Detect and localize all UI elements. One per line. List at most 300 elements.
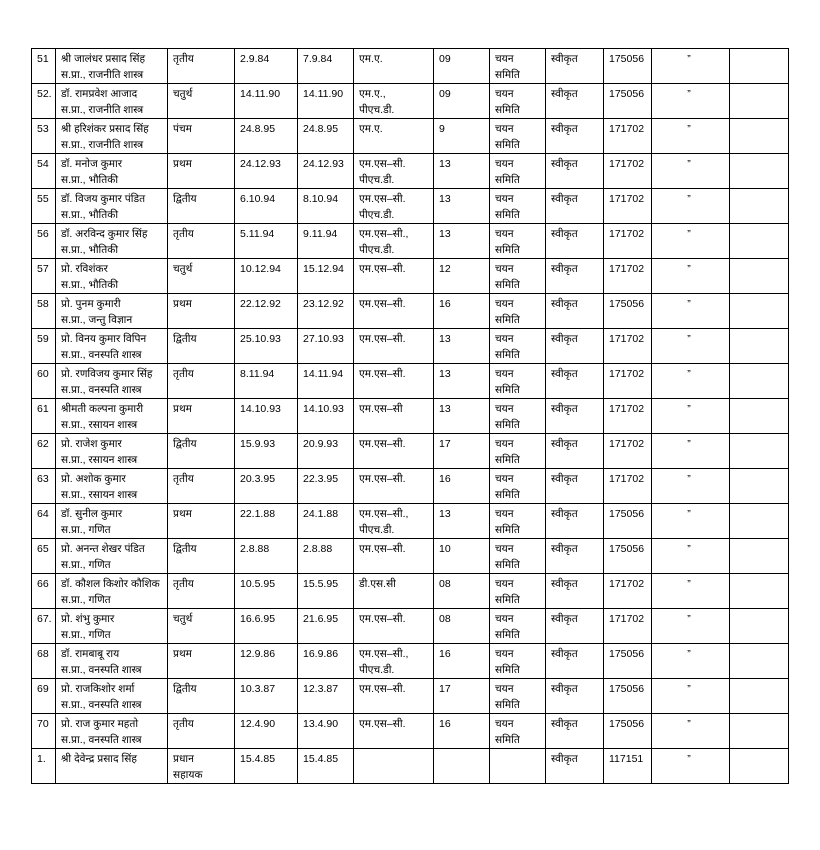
code-cell-text: 175056 <box>609 543 645 555</box>
number-cell-text: 08 <box>439 578 451 590</box>
blank-cell <box>730 504 789 539</box>
selection-cell <box>490 189 546 224</box>
appointment-date-cell-text: 5.11.94 <box>240 228 275 240</box>
name-post-cell <box>56 189 168 224</box>
status-cell-text: स्वीकृत <box>551 753 578 765</box>
category-cell <box>168 714 235 749</box>
joining-date-cell-text: 21.6.95 <box>303 613 339 625</box>
qualification-cell-text: एम.ए., <box>359 88 386 100</box>
name-post-cell-text: स.प्रा., गणित <box>61 559 111 571</box>
joining-date-cell <box>298 49 354 84</box>
serial-number-cell <box>32 399 56 434</box>
number-cell <box>434 434 490 469</box>
qualification-cell-text: एम.एस–सी. <box>359 368 406 380</box>
appointment-date-cell-text: 24.12.93 <box>240 158 281 170</box>
name-post-cell-text: श्री जालंधर प्रसाद सिंह <box>61 53 146 65</box>
blank-cell <box>730 609 789 644</box>
category-cell <box>168 434 235 469</box>
joining-date-cell-text: 20.9.93 <box>303 438 339 450</box>
category-cell-text: प्रथम <box>173 648 192 660</box>
code-cell-text: 175056 <box>609 88 645 100</box>
ditto-cell-text: ” <box>687 193 691 205</box>
status-cell-text: स्वीकृत <box>551 613 578 625</box>
joining-date-cell <box>298 644 354 679</box>
category-cell <box>168 539 235 574</box>
joining-date-cell-text: 24.1.88 <box>303 508 339 520</box>
status-cell <box>546 504 604 539</box>
code-cell-text: 117151 <box>609 753 644 765</box>
qualification-cell <box>354 679 434 714</box>
serial-number-cell <box>32 189 56 224</box>
serial-number-cell-text: 64 <box>37 508 49 520</box>
selection-cell-text: समिति <box>495 174 520 186</box>
name-post-cell-text: स.प्रा., वनस्पति शास्त्र <box>61 664 142 676</box>
selection-cell-text: चयन <box>495 683 514 695</box>
serial-number-cell-text: 60 <box>37 368 49 380</box>
selection-cell-text: समिति <box>495 594 520 606</box>
code-cell <box>604 574 652 609</box>
ditto-cell-text: ” <box>687 543 691 555</box>
joining-date-cell <box>298 224 354 259</box>
selection-cell <box>490 154 546 189</box>
joining-date-cell <box>298 294 354 329</box>
ditto-cell-text: ” <box>687 53 691 65</box>
appointment-date-cell <box>235 399 298 434</box>
status-cell <box>546 609 604 644</box>
ditto-cell-text: ” <box>687 158 691 170</box>
category-cell <box>168 749 235 784</box>
category-cell <box>168 399 235 434</box>
status-cell <box>546 224 604 259</box>
name-post-cell-text: डॉ. रामबाबू राय <box>61 648 120 660</box>
code-cell-text: 171702 <box>609 368 645 380</box>
status-cell-text: स्वीकृत <box>551 123 578 135</box>
number-cell <box>434 609 490 644</box>
number-cell-text: 13 <box>439 508 451 520</box>
code-cell <box>604 294 652 329</box>
joining-date-cell <box>298 154 354 189</box>
ditto-cell <box>652 119 730 154</box>
number-cell-text: 13 <box>439 403 451 415</box>
number-cell <box>434 399 490 434</box>
staff-record-table <box>31 48 789 784</box>
ditto-cell <box>652 399 730 434</box>
category-cell-text: चतुर्थ <box>173 263 193 275</box>
joining-date-cell-text: 12.3.87 <box>303 683 339 695</box>
status-cell <box>546 434 604 469</box>
name-post-cell-text: श्रीमती कल्पना कुमारी <box>61 403 144 415</box>
blank-cell <box>730 364 789 399</box>
blank-cell <box>730 574 789 609</box>
selection-cell-text: चयन <box>495 403 514 415</box>
category-cell-text: प्रथम <box>173 158 192 170</box>
number-cell-text: 13 <box>439 368 451 380</box>
number-cell-text: 10 <box>439 543 451 555</box>
number-cell-text: 13 <box>439 158 451 170</box>
code-cell-text: 171702 <box>609 193 645 205</box>
name-post-cell <box>56 329 168 364</box>
code-cell-text: 171702 <box>609 333 645 345</box>
code-cell-text: 175056 <box>609 53 645 65</box>
status-cell-text: स्वीकृत <box>551 718 578 730</box>
appointment-date-cell-text: 22.12.92 <box>240 298 281 310</box>
joining-date-cell <box>298 399 354 434</box>
qualification-cell <box>354 434 434 469</box>
category-cell <box>168 364 235 399</box>
name-post-cell <box>56 364 168 399</box>
appointment-date-cell <box>235 749 298 784</box>
name-post-cell-text: डॉ. कौशल किशोर कौशिक <box>61 578 160 590</box>
serial-number-cell-text: 57 <box>37 263 49 275</box>
status-cell <box>546 49 604 84</box>
selection-cell-text: समिति <box>495 524 520 536</box>
table-row <box>32 539 789 574</box>
selection-cell <box>490 434 546 469</box>
joining-date-cell-text: 24.12.93 <box>303 158 344 170</box>
name-post-cell-text: स.प्रा., वनस्पति शास्त्र <box>61 734 142 746</box>
code-cell <box>604 679 652 714</box>
appointment-date-cell-text: 24.8.95 <box>240 123 276 135</box>
status-cell-text: स्वीकृत <box>551 228 578 240</box>
name-post-cell <box>56 714 168 749</box>
qualification-cell-text: एम.एस–सी. <box>359 158 406 170</box>
name-post-cell-text: स.प्रा., रसायन शास्त्र <box>61 419 138 431</box>
name-post-cell-text: डॉ. रामप्रवेश आजाद <box>61 88 138 100</box>
category-cell-text: द्वितीय <box>173 438 197 450</box>
number-cell <box>434 539 490 574</box>
code-cell <box>604 609 652 644</box>
qualification-cell-text: एम.एस–सी. <box>359 683 406 695</box>
category-cell-text: तृतीय <box>173 718 194 730</box>
joining-date-cell <box>298 364 354 399</box>
category-cell-text: प्रथम <box>173 403 192 415</box>
serial-number-cell <box>32 469 56 504</box>
number-cell <box>434 714 490 749</box>
appointment-date-cell-text: 14.10.93 <box>240 403 281 415</box>
appointment-date-cell <box>235 539 298 574</box>
qualification-cell-text: एम.एस–सी., <box>359 228 409 240</box>
joining-date-cell <box>298 539 354 574</box>
ditto-cell <box>652 49 730 84</box>
serial-number-cell-text: 53 <box>37 123 49 135</box>
blank-cell <box>730 224 789 259</box>
qualification-cell-text: एम.एस–सी. <box>359 543 406 555</box>
table-row <box>32 329 789 364</box>
name-post-cell-text: प्रो. राज कुमार महतो <box>61 718 139 730</box>
joining-date-cell <box>298 749 354 784</box>
joining-date-cell <box>298 259 354 294</box>
appointment-date-cell-text: 2.8.88 <box>240 543 270 555</box>
selection-cell <box>490 609 546 644</box>
selection-cell <box>490 49 546 84</box>
category-cell-text: प्रधान <box>173 753 194 765</box>
appointment-date-cell-text: 15.9.93 <box>240 438 276 450</box>
name-post-cell-text: स.प्रा., भौतिकी <box>61 244 119 256</box>
name-post-cell <box>56 154 168 189</box>
code-cell <box>604 259 652 294</box>
number-cell-text: 13 <box>439 333 451 345</box>
number-cell <box>434 644 490 679</box>
joining-date-cell <box>298 679 354 714</box>
selection-cell-text: चयन <box>495 473 514 485</box>
appointment-date-cell <box>235 469 298 504</box>
qualification-cell-text: एम.एस–सी., <box>359 648 409 660</box>
ditto-cell-text: ” <box>687 683 691 695</box>
serial-number-cell-text: 67. <box>37 613 52 625</box>
ditto-cell <box>652 84 730 119</box>
number-cell <box>434 119 490 154</box>
qualification-cell <box>354 609 434 644</box>
appointment-date-cell <box>235 329 298 364</box>
ditto-cell <box>652 224 730 259</box>
status-cell-text: स्वीकृत <box>551 298 578 310</box>
name-post-cell <box>56 49 168 84</box>
appointment-date-cell <box>235 434 298 469</box>
appointment-date-cell <box>235 119 298 154</box>
selection-cell-text: समिति <box>495 279 520 291</box>
serial-number-cell <box>32 749 56 784</box>
code-cell <box>604 644 652 679</box>
appointment-date-cell-text: 6.10.94 <box>240 193 276 205</box>
status-cell <box>546 154 604 189</box>
name-post-cell-text: स.प्रा., गणित <box>61 524 111 536</box>
category-cell <box>168 119 235 154</box>
selection-cell-text: समिति <box>495 489 520 501</box>
name-post-cell-text: स.प्रा., रसायन शास्त्र <box>61 489 138 501</box>
ditto-cell <box>652 259 730 294</box>
table-row <box>32 84 789 119</box>
blank-cell <box>730 714 789 749</box>
code-cell <box>604 119 652 154</box>
code-cell <box>604 84 652 119</box>
status-cell-text: स्वीकृत <box>551 543 578 555</box>
appointment-date-cell <box>235 294 298 329</box>
appointment-date-cell <box>235 679 298 714</box>
number-cell-text: 16 <box>439 718 451 730</box>
status-cell-text: स्वीकृत <box>551 508 578 520</box>
ditto-cell <box>652 434 730 469</box>
number-cell <box>434 49 490 84</box>
selection-cell-text: चयन <box>495 438 514 450</box>
joining-date-cell <box>298 574 354 609</box>
blank-cell <box>730 749 789 784</box>
appointment-date-cell <box>235 84 298 119</box>
joining-date-cell-text: 16.9.86 <box>303 648 339 660</box>
serial-number-cell-text: 54 <box>37 158 49 170</box>
qualification-cell <box>354 259 434 294</box>
qualification-cell <box>354 504 434 539</box>
serial-number-cell <box>32 609 56 644</box>
serial-number-cell <box>32 504 56 539</box>
name-post-cell-text: स.प्रा., गणित <box>61 629 111 641</box>
code-cell-text: 171702 <box>609 123 645 135</box>
joining-date-cell-text: 13.4.90 <box>303 718 339 730</box>
serial-number-cell-text: 61 <box>37 403 49 415</box>
joining-date-cell-text: 23.12.92 <box>303 298 344 310</box>
ditto-cell-text: ” <box>687 648 691 660</box>
serial-number-cell <box>32 154 56 189</box>
qualification-cell-text: पीएच.डी. <box>359 524 395 536</box>
code-cell-text: 175056 <box>609 718 645 730</box>
serial-number-cell-text: 70 <box>37 718 49 730</box>
qualification-cell <box>354 189 434 224</box>
selection-cell <box>490 504 546 539</box>
blank-cell <box>730 84 789 119</box>
selection-cell <box>490 294 546 329</box>
table-row <box>32 679 789 714</box>
blank-cell <box>730 119 789 154</box>
appointment-date-cell-text: 12.9.86 <box>240 648 276 660</box>
number-cell <box>434 469 490 504</box>
joining-date-cell <box>298 609 354 644</box>
joining-date-cell <box>298 714 354 749</box>
number-cell <box>434 329 490 364</box>
selection-cell-text: समिति <box>495 139 520 151</box>
appointment-date-cell <box>235 49 298 84</box>
code-cell <box>604 399 652 434</box>
name-post-cell-text: स.प्रा., राजनीति शास्त्र <box>61 69 144 81</box>
selection-cell-text: समिति <box>495 69 520 81</box>
serial-number-cell <box>32 679 56 714</box>
name-post-cell-text: डॉ. विजय कुमार पंडित <box>61 193 146 205</box>
table-body <box>32 49 789 784</box>
name-post-cell-text: प्रो. पुनम कुमारी <box>61 298 121 310</box>
number-cell-text: 16 <box>439 648 451 660</box>
qualification-cell <box>354 469 434 504</box>
appointment-date-cell <box>235 504 298 539</box>
ditto-cell <box>652 714 730 749</box>
category-cell <box>168 189 235 224</box>
table-row <box>32 364 789 399</box>
appointment-date-cell <box>235 189 298 224</box>
ditto-cell <box>652 749 730 784</box>
ditto-cell <box>652 679 730 714</box>
appointment-date-cell <box>235 644 298 679</box>
code-cell <box>604 434 652 469</box>
category-cell <box>168 224 235 259</box>
number-cell <box>434 574 490 609</box>
qualification-cell <box>354 364 434 399</box>
blank-cell <box>730 329 789 364</box>
selection-cell-text: चयन <box>495 613 514 625</box>
selection-cell-text: समिति <box>495 104 520 116</box>
status-cell <box>546 189 604 224</box>
qualification-cell <box>354 539 434 574</box>
status-cell <box>546 294 604 329</box>
appointment-date-cell <box>235 609 298 644</box>
qualification-cell-text: पीएच.डी. <box>359 664 395 676</box>
joining-date-cell-text: 15.12.94 <box>303 263 344 275</box>
qualification-cell-text: एम.एस–सी <box>359 403 403 415</box>
category-cell <box>168 294 235 329</box>
number-cell-text: 09 <box>439 88 451 100</box>
selection-cell <box>490 84 546 119</box>
appointment-date-cell-text: 2.9.84 <box>240 53 270 65</box>
selection-cell <box>490 224 546 259</box>
appointment-date-cell-text: 10.12.94 <box>240 263 281 275</box>
appointment-date-cell <box>235 714 298 749</box>
code-cell-text: 171702 <box>609 228 645 240</box>
serial-number-cell <box>32 119 56 154</box>
qualification-cell-text: एम.एस–सी. <box>359 193 406 205</box>
qualification-cell <box>354 749 434 784</box>
name-post-cell <box>56 644 168 679</box>
selection-cell-text: चयन <box>495 158 514 170</box>
category-cell-text: प्रथम <box>173 508 192 520</box>
joining-date-cell <box>298 469 354 504</box>
status-cell-text: स्वीकृत <box>551 438 578 450</box>
status-cell <box>546 119 604 154</box>
ditto-cell-text: ” <box>687 753 691 765</box>
ditto-cell-text: ” <box>687 578 691 590</box>
status-cell <box>546 749 604 784</box>
name-post-cell <box>56 679 168 714</box>
status-cell-text: स्वीकृत <box>551 648 578 660</box>
status-cell <box>546 364 604 399</box>
selection-cell-text: समिति <box>495 734 520 746</box>
code-cell <box>604 714 652 749</box>
name-post-cell-text: स.प्रा., भौतिकी <box>61 209 119 221</box>
qualification-cell <box>354 644 434 679</box>
number-cell-text: 16 <box>439 473 451 485</box>
code-cell <box>604 154 652 189</box>
name-post-cell-text: प्रो. राजेश कुमार <box>61 438 122 450</box>
selection-cell <box>490 119 546 154</box>
table-row <box>32 294 789 329</box>
name-post-cell <box>56 539 168 574</box>
number-cell <box>434 294 490 329</box>
category-cell-text: तृतीय <box>173 228 194 240</box>
ditto-cell-text: ” <box>687 403 691 415</box>
status-cell <box>546 469 604 504</box>
name-post-cell-text: स.प्रा., राजनीति शास्त्र <box>61 139 144 151</box>
number-cell <box>434 224 490 259</box>
status-cell-text: स्वीकृत <box>551 578 578 590</box>
number-cell <box>434 364 490 399</box>
status-cell-text: स्वीकृत <box>551 193 578 205</box>
category-cell <box>168 154 235 189</box>
category-cell-text: चतुर्थ <box>173 613 193 625</box>
selection-cell-text: चयन <box>495 368 514 380</box>
serial-number-cell-text: 59 <box>37 333 49 345</box>
category-cell <box>168 49 235 84</box>
code-cell <box>604 504 652 539</box>
category-cell-text: चतुर्थ <box>173 88 193 100</box>
serial-number-cell-text: 62 <box>37 438 49 450</box>
selection-cell <box>490 574 546 609</box>
table-row <box>32 189 789 224</box>
qualification-cell <box>354 84 434 119</box>
serial-number-cell <box>32 364 56 399</box>
joining-date-cell <box>298 189 354 224</box>
ditto-cell-text: ” <box>687 438 691 450</box>
serial-number-cell <box>32 329 56 364</box>
ditto-cell-text: ” <box>687 718 691 730</box>
status-cell <box>546 329 604 364</box>
table-row <box>32 434 789 469</box>
name-post-cell <box>56 84 168 119</box>
category-cell <box>168 679 235 714</box>
blank-cell <box>730 49 789 84</box>
name-post-cell-text: प्रो. राजकिशोर शर्मा <box>61 683 135 695</box>
selection-cell-text: समिति <box>495 419 520 431</box>
qualification-cell-text: एम.एस–सी. <box>359 718 406 730</box>
category-cell-text: सहायक <box>173 769 203 781</box>
selection-cell-text: समिति <box>495 349 520 361</box>
selection-cell <box>490 399 546 434</box>
table-row <box>32 714 789 749</box>
blank-cell <box>730 189 789 224</box>
